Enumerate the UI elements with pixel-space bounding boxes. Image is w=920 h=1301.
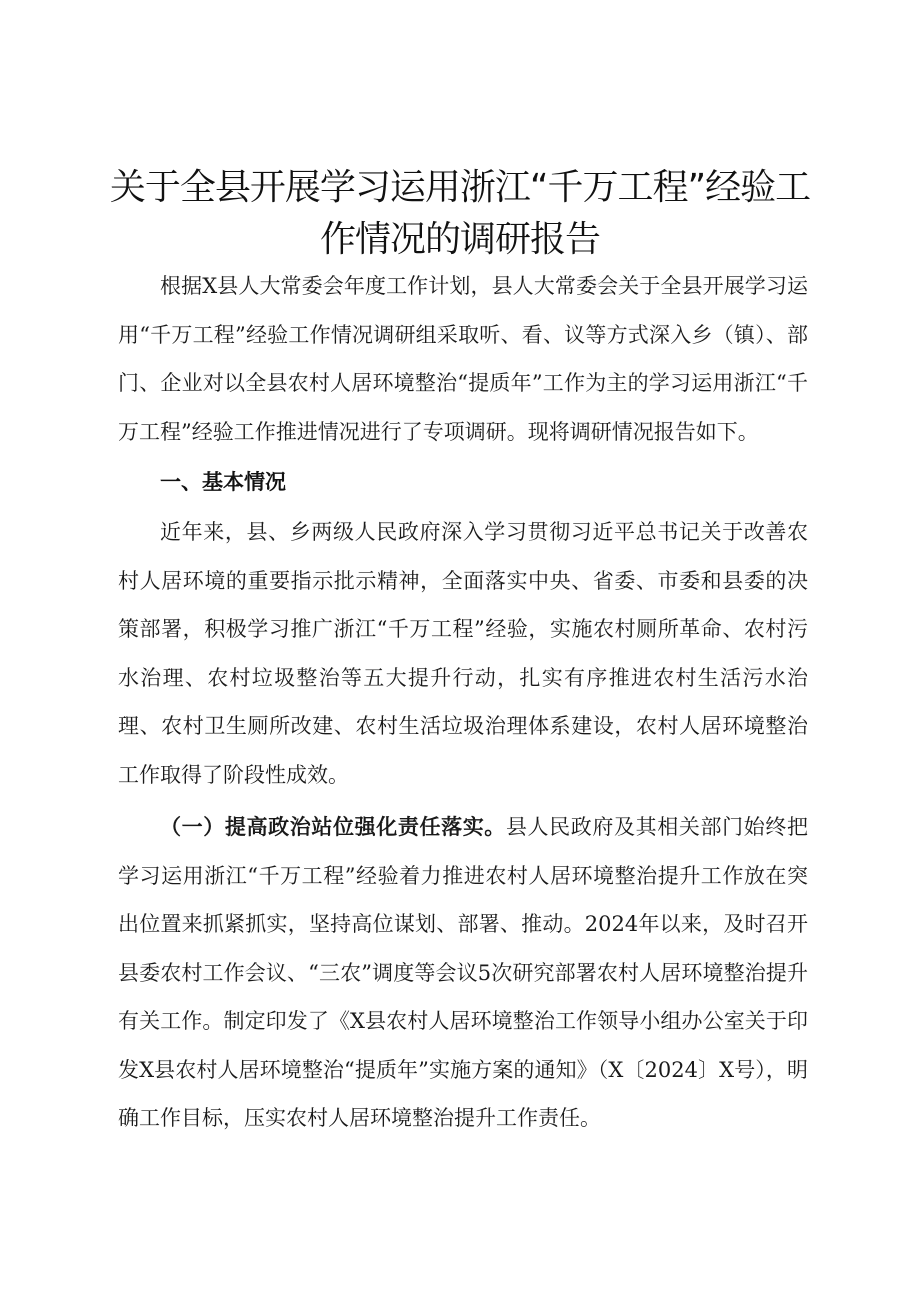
intro-paragraph: 根据X县人大常委会年度工作计划，县人大常委会关于全县开展学习运用“千万工程”经验工作情况调研组采取听、看、议等方式深入乡（镇）、部门、企业对以全县农村人居环境整治“提质年”工作为主的学习运用浙江“千万工程”经验工作推进情况进行了专项调研。现将调研情况报告如下。 [118, 274, 808, 444]
subsection-1-body: 县人民政府及其相关部门始终把学习运用浙江“千万工程”经验着力推进农村人居环境整治提升工作放在突出位置来抓紧抓实，坚持高位谋划、部署、推动。2024年以来，及时召开县委农村工作会议、“三农”调度等会议5次研究部署农村人居环境整治提升有关工作。制定印发了《X县农村人居环境整治工作领导小组办公室关于印发X县农村人居环境整治“提质年”实施方案的通知》（X〔2024〕X号），明确工作目标，压实农村人居环境整治提升工作责任。 [118, 815, 809, 1130]
subsection-1-lead: （一）提高政治站位强化责任落实。 [160, 814, 506, 839]
section-1-heading: 一、基本情况 [160, 470, 286, 494]
section-1-paragraph: 近年来，县、乡两级人民政府深入学习贯彻习近平总书记关于改善农村人居环境的重要指示批示精神，全面落实中央、省委、市委和县委的决策部署，积极学习推广浙江“千万工程”经验，实施农村厕所革命、农村污水治理、农村垃圾整治等五大提升行动，扎实有序推进农村生活污水治理、农村卫生厕所改建、农村生活垃圾治理体系建设，农村人居环境整治工作取得了阶段性成效。 [118, 520, 808, 787]
title-line-1: 关于全县开展学习运用浙江“千万工程”经验工 [109, 167, 811, 208]
title-line-2: 作情况的调研报告 [319, 219, 600, 260]
subsection-1-paragraph [118, 803, 808, 1143]
document-body [118, 262, 808, 1143]
document-title [100, 162, 820, 266]
